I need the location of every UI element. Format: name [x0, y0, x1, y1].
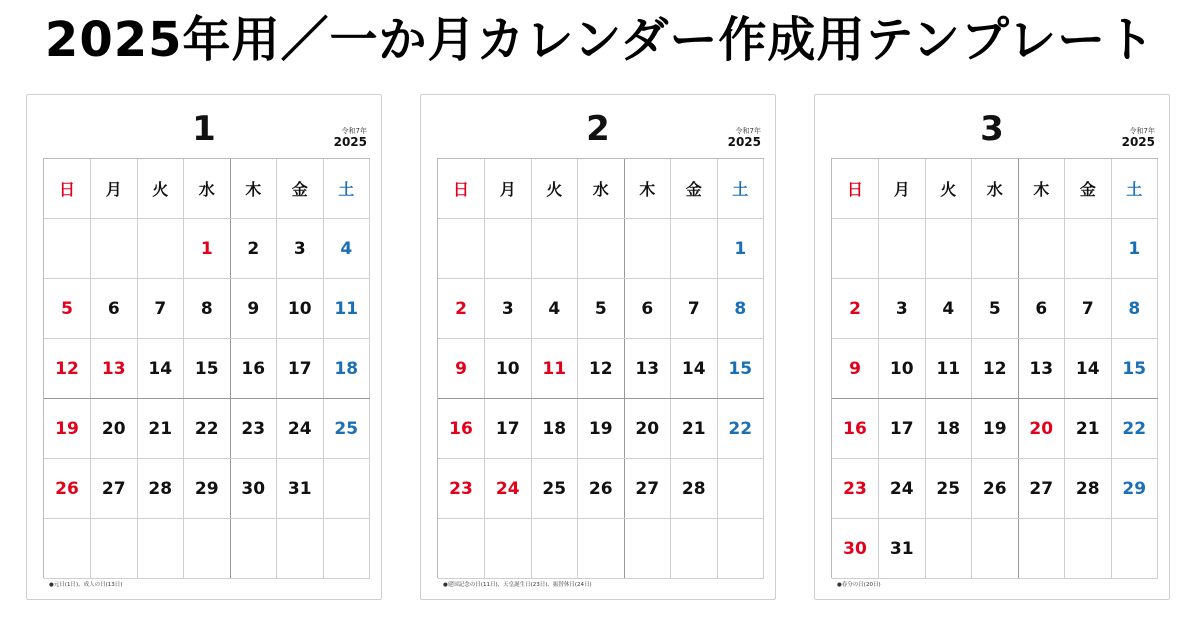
- day-cell: 24: [485, 459, 532, 519]
- year-label: 2025: [1121, 135, 1155, 149]
- day-cell: [671, 219, 718, 279]
- day-cell: 2: [230, 219, 277, 279]
- day-cell: 26: [578, 459, 625, 519]
- day-cell: 10: [277, 279, 324, 339]
- day-cell: 6: [91, 279, 138, 339]
- era-label: 令和7年: [1129, 127, 1155, 135]
- day-cell: 13: [624, 339, 671, 399]
- weekday-header: 月: [879, 159, 926, 219]
- day-cell: 9: [438, 339, 485, 399]
- calendar-grid: [437, 158, 764, 578]
- day-cell: 22: [184, 399, 231, 459]
- day-cell: 3: [277, 219, 324, 279]
- week-row: [438, 279, 764, 339]
- week-row: [832, 339, 1158, 399]
- day-cell: 23: [832, 459, 879, 519]
- day-cell: 31: [277, 459, 324, 519]
- weekday-header: 金: [671, 159, 718, 219]
- day-cell: 14: [1065, 339, 1112, 399]
- day-cell: 22: [1111, 399, 1158, 459]
- day-cell: [972, 519, 1019, 579]
- day-cell: [578, 219, 625, 279]
- day-cell: 4: [531, 279, 578, 339]
- day-cell: [1018, 219, 1065, 279]
- day-cell: 9: [230, 279, 277, 339]
- day-cell: 30: [832, 519, 879, 579]
- day-cell: 26: [972, 459, 1019, 519]
- day-cell: [717, 519, 764, 579]
- weekday-header: 月: [485, 159, 532, 219]
- day-cell: [438, 219, 485, 279]
- day-cell: [230, 519, 277, 579]
- month-card-3: [814, 94, 1170, 600]
- week-row: [832, 519, 1158, 579]
- day-cell: 8: [717, 279, 764, 339]
- day-cell: 2: [438, 279, 485, 339]
- day-cell: 31: [879, 519, 926, 579]
- day-cell: [1065, 519, 1112, 579]
- month-card-1: [26, 94, 382, 600]
- day-cell: 5: [578, 279, 625, 339]
- day-cell: 12: [44, 339, 91, 399]
- calendar-grid: [43, 158, 370, 578]
- day-cell: 28: [1065, 459, 1112, 519]
- day-cell: [137, 219, 184, 279]
- day-cell: 27: [1018, 459, 1065, 519]
- day-cell: [44, 519, 91, 579]
- weekday-header: 金: [277, 159, 324, 219]
- day-cell: [91, 519, 138, 579]
- day-cell: 25: [323, 399, 370, 459]
- day-cell: 20: [624, 399, 671, 459]
- day-cell: 7: [137, 279, 184, 339]
- day-cell: [485, 519, 532, 579]
- weekday-header: 木: [230, 159, 277, 219]
- week-row: [832, 219, 1158, 279]
- week-row: [438, 339, 764, 399]
- day-cell: 4: [323, 219, 370, 279]
- era-label: 令和7年: [341, 127, 367, 135]
- day-cell: [1065, 219, 1112, 279]
- day-cell: 17: [485, 399, 532, 459]
- day-cell: 19: [578, 399, 625, 459]
- day-cell: 18: [323, 339, 370, 399]
- day-cell: [137, 519, 184, 579]
- day-cell: [1018, 519, 1065, 579]
- day-cell: 11: [531, 339, 578, 399]
- day-cell: [879, 219, 926, 279]
- weekday-header: 土: [1111, 159, 1158, 219]
- day-cell: 12: [972, 339, 1019, 399]
- week-row: [832, 279, 1158, 339]
- day-cell: 3: [879, 279, 926, 339]
- day-cell: 29: [184, 459, 231, 519]
- month-number: 3: [980, 109, 1004, 149]
- weekday-header: 日: [438, 159, 485, 219]
- day-cell: [91, 219, 138, 279]
- weekday-header: 火: [531, 159, 578, 219]
- day-cell: 7: [1065, 279, 1112, 339]
- calendar-grid: [831, 158, 1158, 578]
- holiday-note: ●元日(1日)、成人の日(13日): [49, 582, 123, 588]
- weekday-header: 土: [323, 159, 370, 219]
- day-cell: 20: [1018, 399, 1065, 459]
- day-cell: 27: [624, 459, 671, 519]
- day-cell: 1: [184, 219, 231, 279]
- weekday-header: 日: [44, 159, 91, 219]
- day-cell: [671, 519, 718, 579]
- day-cell: 21: [671, 399, 718, 459]
- day-cell: 5: [44, 279, 91, 339]
- day-cell: 10: [879, 339, 926, 399]
- day-cell: 21: [1065, 399, 1112, 459]
- day-cell: 12: [578, 339, 625, 399]
- day-cell: [925, 519, 972, 579]
- day-cell: [624, 519, 671, 579]
- day-cell: [323, 519, 370, 579]
- holiday-note: ●建国記念の日(11日)、天皇誕生日(23日)、振替休日(24日): [443, 582, 592, 588]
- weekday-header: 水: [972, 159, 1019, 219]
- weekday-header: 木: [1018, 159, 1065, 219]
- day-cell: 3: [485, 279, 532, 339]
- weekday-header: 火: [137, 159, 184, 219]
- day-cell: 24: [879, 459, 926, 519]
- day-cell: 8: [184, 279, 231, 339]
- day-cell: [972, 219, 1019, 279]
- week-row: [44, 519, 370, 579]
- weekday-header: 木: [624, 159, 671, 219]
- day-cell: [438, 519, 485, 579]
- month-header: [27, 95, 381, 157]
- day-cell: 28: [137, 459, 184, 519]
- day-cell: 2: [832, 279, 879, 339]
- day-cell: 27: [91, 459, 138, 519]
- week-row: [438, 399, 764, 459]
- day-cell: 11: [925, 339, 972, 399]
- day-cell: 20: [91, 399, 138, 459]
- day-cell: 24: [277, 399, 324, 459]
- day-cell: [184, 519, 231, 579]
- day-cell: [832, 219, 879, 279]
- day-cell: 25: [531, 459, 578, 519]
- day-cell: 28: [671, 459, 718, 519]
- day-cell: 17: [879, 399, 926, 459]
- weekday-header: 土: [717, 159, 764, 219]
- day-cell: 15: [1111, 339, 1158, 399]
- day-cell: 18: [531, 399, 578, 459]
- day-cell: [277, 519, 324, 579]
- day-cell: 30: [230, 459, 277, 519]
- month-header: [815, 95, 1169, 157]
- year-label: 2025: [727, 135, 761, 149]
- day-cell: [1111, 519, 1158, 579]
- day-cell: [531, 219, 578, 279]
- week-row: [438, 459, 764, 519]
- day-cell: 15: [184, 339, 231, 399]
- week-row: [832, 459, 1158, 519]
- day-cell: [485, 219, 532, 279]
- holiday-note: ●春分の日(20日): [837, 582, 881, 588]
- day-cell: [717, 459, 764, 519]
- day-cell: 18: [925, 399, 972, 459]
- day-cell: 22: [717, 399, 764, 459]
- day-cell: 23: [438, 459, 485, 519]
- weekday-header: 水: [184, 159, 231, 219]
- weekday-header: 水: [578, 159, 625, 219]
- week-row: [44, 339, 370, 399]
- day-cell: 14: [671, 339, 718, 399]
- day-cell: 8: [1111, 279, 1158, 339]
- day-cell: 16: [438, 399, 485, 459]
- day-cell: 6: [624, 279, 671, 339]
- day-cell: 4: [925, 279, 972, 339]
- day-cell: 26: [44, 459, 91, 519]
- day-cell: 21: [137, 399, 184, 459]
- day-cell: 5: [972, 279, 1019, 339]
- day-cell: 14: [137, 339, 184, 399]
- week-row: [832, 399, 1158, 459]
- weekday-header: 日: [832, 159, 879, 219]
- day-cell: 15: [717, 339, 764, 399]
- day-cell: [578, 519, 625, 579]
- week-row: [44, 459, 370, 519]
- page-title: 2025年用／一か月カレンダー作成用テンプレート: [44, 12, 1156, 68]
- day-cell: 7: [671, 279, 718, 339]
- day-cell: 1: [717, 219, 764, 279]
- day-cell: 29: [1111, 459, 1158, 519]
- day-cell: 19: [972, 399, 1019, 459]
- day-cell: [323, 459, 370, 519]
- day-cell: [624, 219, 671, 279]
- day-cell: [925, 219, 972, 279]
- day-cell: 23: [230, 399, 277, 459]
- day-cell: 17: [277, 339, 324, 399]
- month-header: [421, 95, 775, 157]
- day-cell: 11: [323, 279, 370, 339]
- day-cell: 10: [485, 339, 532, 399]
- day-cell: 6: [1018, 279, 1065, 339]
- day-cell: 16: [832, 399, 879, 459]
- day-cell: 13: [1018, 339, 1065, 399]
- day-cell: 16: [230, 339, 277, 399]
- day-cell: [44, 219, 91, 279]
- weekday-header: 金: [1065, 159, 1112, 219]
- era-label: 令和7年: [735, 127, 761, 135]
- month-card-2: [420, 94, 776, 600]
- month-number: 1: [192, 109, 216, 149]
- month-number: 2: [586, 109, 610, 149]
- day-cell: 13: [91, 339, 138, 399]
- year-label: 2025: [333, 135, 367, 149]
- day-cell: 1: [1111, 219, 1158, 279]
- day-cell: [531, 519, 578, 579]
- day-cell: 19: [44, 399, 91, 459]
- week-row: [44, 219, 370, 279]
- week-row: [44, 399, 370, 459]
- week-row: [44, 279, 370, 339]
- weekday-header: 月: [91, 159, 138, 219]
- day-cell: 9: [832, 339, 879, 399]
- day-cell: 25: [925, 459, 972, 519]
- week-row: [438, 219, 764, 279]
- week-row: [438, 519, 764, 579]
- weekday-header: 火: [925, 159, 972, 219]
